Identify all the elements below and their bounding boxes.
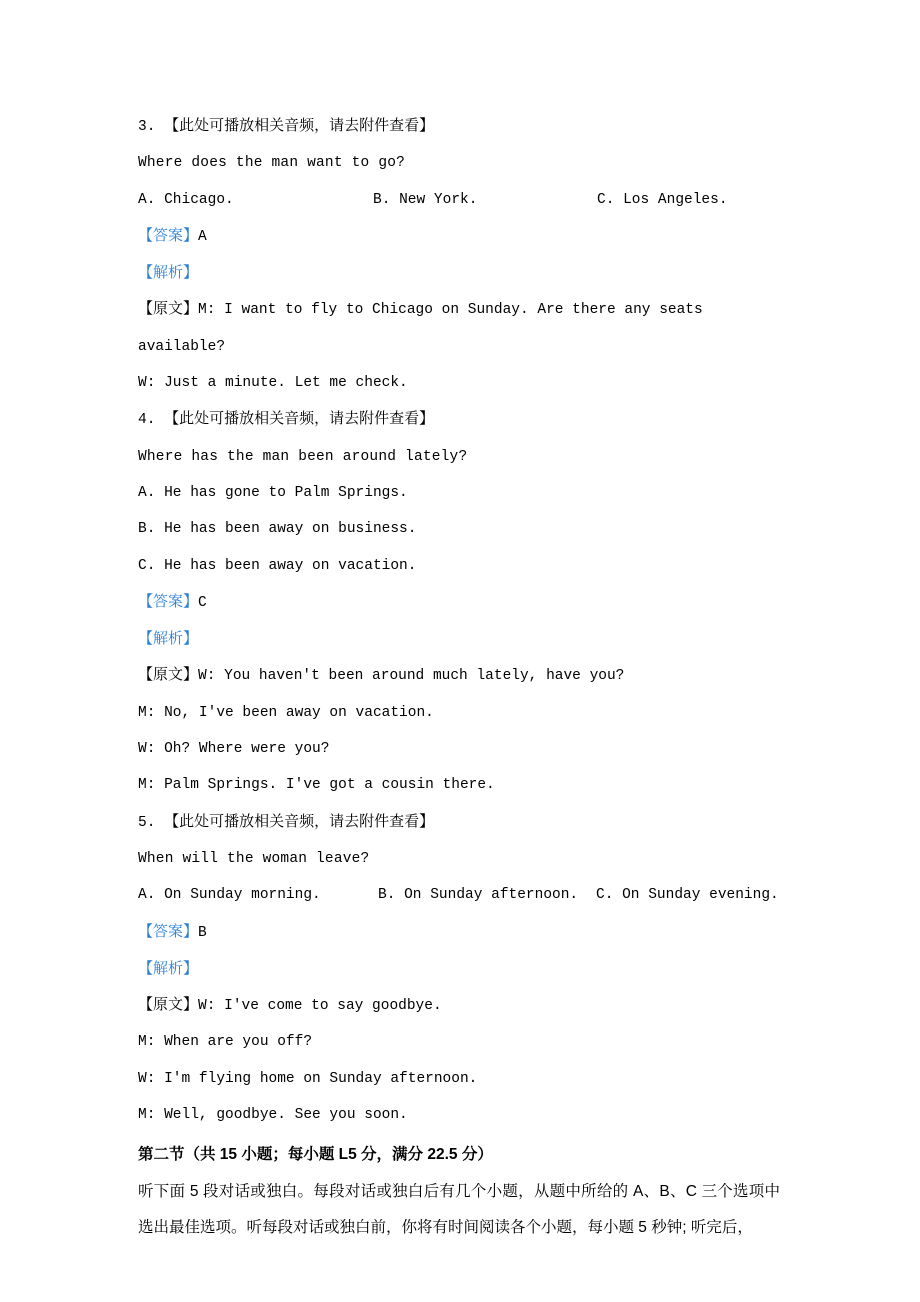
script-first-line: [138, 291, 780, 365]
audio-attachment-note: 【此处可播放相关音频，请去附件查看】: [164, 812, 435, 830]
option-c: C. On Sunday evening.: [596, 887, 779, 904]
question-heading: [138, 401, 780, 438]
answer-row: [138, 914, 780, 951]
answer-label: 【答案】: [138, 226, 199, 244]
script-text: W: I've come to say goodbye.: [198, 998, 442, 1015]
option-a: A. He has gone to Palm Springs.: [138, 484, 408, 501]
analysis-label: 【解析】: [138, 959, 199, 977]
script-line: M: When are you off?: [138, 1034, 313, 1051]
question-heading: [138, 804, 780, 841]
question-block-4: [138, 401, 780, 803]
script-line: M: No, I've been away on vacation.: [138, 704, 434, 721]
script-line: M: Palm Springs. I've got a cousin there.: [138, 777, 495, 794]
question-stem: When will the woman leave?: [138, 850, 370, 867]
script-text: W: You haven't been around much lately, have you?: [198, 668, 625, 685]
audio-attachment-note: 【此处可播放相关音频，请去附件查看】: [164, 410, 435, 428]
question-options: [138, 475, 780, 584]
question-stem: Where does the man want to go?: [138, 155, 406, 172]
script-line: W: Just a minute. Let me check.: [138, 375, 408, 392]
section-instructions: 听下面 5 段对话或独白。每段对话或独白后有几个小题，从题中所给的 A、B、C 三个选项中选出最佳选项。听每段对话或独白前，你将有时间阅读各个小题，每小题 5 秒钟; 听完后，: [138, 1182, 780, 1236]
section-heading: 第二节（共 15 小题；每小题 L5 分，满分 22.5 分）: [138, 1146, 493, 1164]
option-b: B. On Sunday afternoon.: [378, 887, 579, 904]
audio-attachment-note: 【此处可播放相关音频，请去附件查看】: [164, 117, 435, 134]
question-number: 5.: [138, 814, 156, 831]
question-block-3: [138, 108, 780, 401]
option-c: C. Los Angeles.: [597, 191, 728, 208]
option-b: B. New York.: [373, 191, 478, 208]
answer-row: [138, 584, 780, 621]
option-b: B. He has been away on business.: [138, 521, 417, 538]
script-first-line: [138, 657, 780, 694]
script-line: M: Well, goodbye. See you soon.: [138, 1107, 408, 1124]
question-number: 4.: [138, 412, 156, 429]
script-label: 【原文】: [138, 996, 199, 1014]
answer-label: 【答案】: [138, 922, 199, 940]
script-label: 【原文】: [138, 666, 199, 684]
question-options: [138, 877, 780, 913]
answer-value: C: [198, 594, 207, 611]
script-label: 【原文】: [138, 300, 199, 318]
option-a: A. On Sunday morning.: [138, 887, 321, 904]
answer-value: A: [198, 228, 207, 245]
question-number: 3.: [138, 119, 156, 135]
script-text: M: I want to fly to Chicago on Sunday. Are there any seats available?: [138, 302, 703, 355]
script-first-line: [138, 987, 780, 1024]
analysis-label: 【解析】: [138, 264, 199, 282]
script-line: W: I'm flying home on Sunday afternoon.: [138, 1070, 478, 1087]
question-stem: Where has the man been around lately?: [138, 448, 468, 465]
answer-label: 【答案】: [138, 592, 199, 610]
answer-value: B: [198, 924, 207, 941]
option-a: A. Chicago.: [138, 191, 234, 208]
question-heading: [138, 108, 780, 145]
question-options: [138, 182, 780, 218]
script-line: W: Oh? Where were you?: [138, 741, 330, 758]
question-block-5: [138, 804, 780, 1134]
analysis-label: 【解析】: [138, 630, 199, 648]
answer-row: [138, 218, 780, 255]
option-c: C. He has been away on vacation.: [138, 557, 417, 574]
